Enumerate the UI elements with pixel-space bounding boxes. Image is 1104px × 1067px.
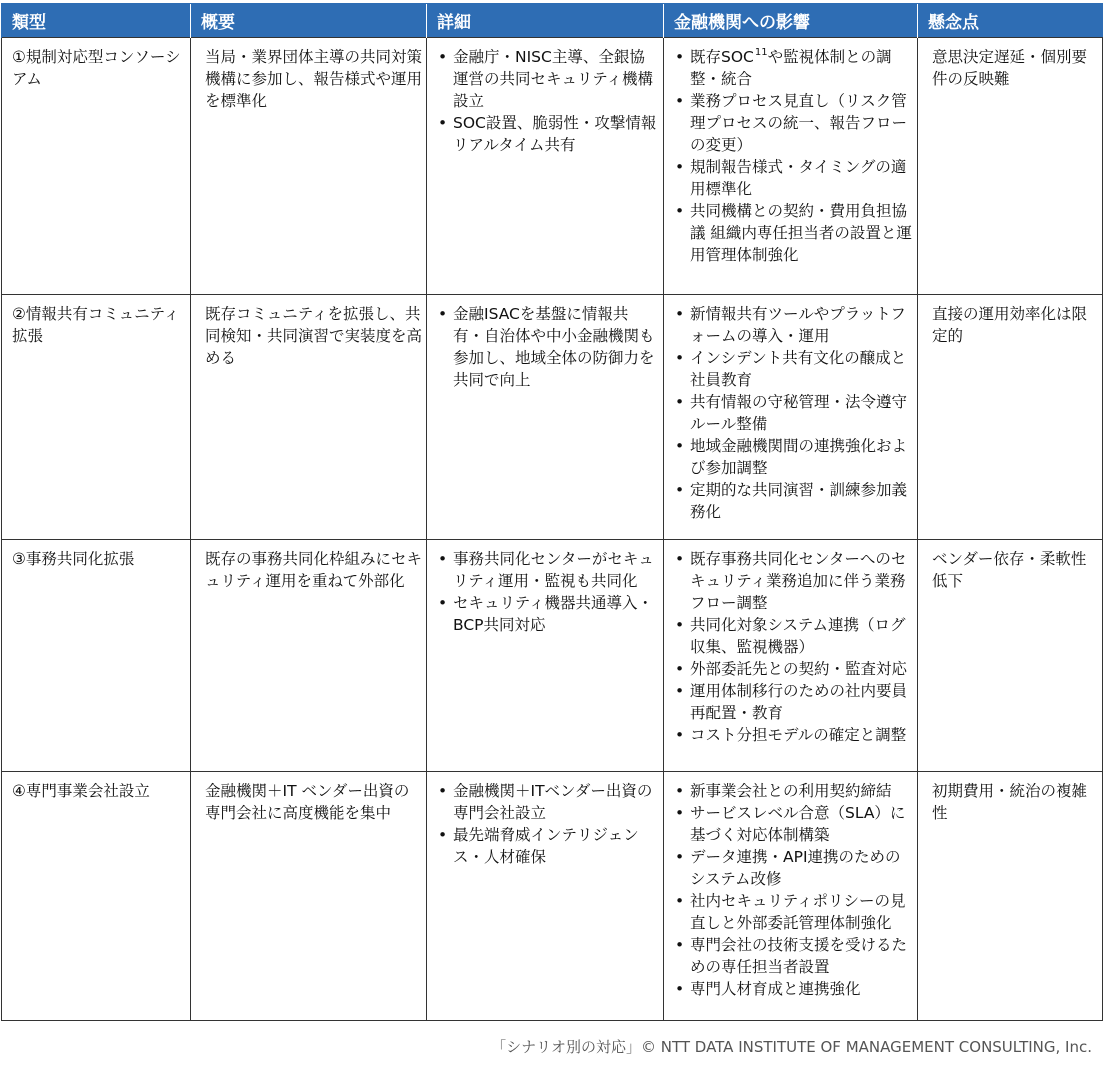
details-item: • 事務共同化センターがセキュリティ運用・監視も共同化 <box>437 548 659 592</box>
details-item: • 最先端脅威インテリジェンス・人材確保 <box>437 824 659 868</box>
cell-type <box>2 38 191 295</box>
details-item: • 金融庁・NISC主導、全銀協運営の共同セキュリティ機構設立 <box>437 46 659 112</box>
table-row <box>2 38 1103 295</box>
details-item: • 金融機関＋ITベンダー出資の専門会社設立 <box>437 780 659 824</box>
impact-item: • 専門人材育成と連携強化 <box>674 978 913 1000</box>
header-row <box>2 4 1103 38</box>
impact-item: • サービスレベル合意（SLA）に基づく対応体制構築 <box>674 802 913 846</box>
impact-item: • 共同化対象システム連携（ログ収集、監視機器） <box>674 614 913 658</box>
table-row <box>2 295 1103 540</box>
impact-item <box>674 46 913 90</box>
cell-type <box>2 540 191 772</box>
concerns-text: ベンダー依存・柔軟性低下 <box>932 550 1087 590</box>
cell-type <box>2 772 191 1021</box>
impact-item: • 地域金融機関間の連携強化および参加調整 <box>674 435 913 479</box>
details-item: • SOC設置、脆弱性・攻撃情報リアルタイム共有 <box>437 112 659 156</box>
type-text: ①規制対応型コンソーシアム <box>12 48 181 88</box>
impact-item: • 共有情報の守秘管理・法令遵守ルール整備 <box>674 391 913 435</box>
summary-text: 既存の事務共同化枠組みにセキュリティ運用を重ねて外部化 <box>205 550 423 590</box>
cell-concerns <box>918 772 1103 1021</box>
details-item: • セキュリティ機器共通導入・BCP共同対応 <box>437 592 659 636</box>
impact-list <box>674 780 913 1000</box>
impact-item: • 規制報告様式・タイミングの適用標準化 <box>674 156 913 200</box>
details-list <box>437 46 659 156</box>
impact-item: • 社内セキュリティポリシーの見直しと外部委託管理体制強化 <box>674 890 913 934</box>
details-item: • 金融ISACを基盤に情報共有・自治体や中小金融機関も参加し、地域全体の防御力を共同で向上 <box>437 303 659 391</box>
impact-item: • 既存事務共同化センターへのセキュリティ業務追加に伴う業務フロー調整 <box>674 548 913 614</box>
header-concerns: 懸念点 <box>918 4 1103 38</box>
details-list <box>437 548 659 636</box>
details-list <box>437 303 659 391</box>
concerns-text: 初期費用・統治の複雑性 <box>932 782 1088 822</box>
cell-details <box>427 772 664 1021</box>
impact-text: 既存SOC <box>690 48 754 66</box>
scenario-table <box>1 3 1103 1021</box>
summary-text: 当局・業界団体主導の共同対策機構に参加し、報告様式や運用を標準化 <box>205 48 423 110</box>
impact-item: • 専門会社の技術支援を受けるための専任担当者設置 <box>674 934 913 978</box>
impact-item: • 共同機構との契約・費用負担協議 組織内専任担当者の設置と運用管理体制強化 <box>674 200 913 266</box>
header-impact: 金融機関への影響 <box>664 4 918 38</box>
impact-item: • インシデント共有文化の醸成と社員教育 <box>674 347 913 391</box>
cell-details <box>427 38 664 295</box>
cell-type <box>2 295 191 540</box>
copyright-footer: 「シナリオ別の対応」© NTT DATA INSTITUTE OF MANAGEMENT CONSULTING, Inc. <box>491 1038 1092 1056</box>
header-details: 詳細 <box>427 4 664 38</box>
cell-impact <box>664 772 918 1021</box>
type-text: ③事務共同化拡張 <box>12 550 135 568</box>
impact-list <box>674 46 913 266</box>
impact-item: • 業務プロセス見直し（リスク管理プロセスの統一、報告フローの変更） <box>674 90 913 156</box>
cell-summary <box>191 38 427 295</box>
summary-text: 金融機関＋IT ベンダー出資の専門会社に高度機能を集中 <box>205 782 410 822</box>
table-row <box>2 540 1103 772</box>
cell-concerns <box>918 540 1103 772</box>
header-summary: 概要 <box>191 4 427 38</box>
impact-text-after: や監視体制との調整・統合 <box>690 48 892 88</box>
type-text: ④専門事業会社設立 <box>12 782 150 800</box>
header-type: 類型 <box>2 4 191 38</box>
impact-item: • 定期的な共同演習・訓練参加義務化 <box>674 479 913 523</box>
summary-text: 既存コミュニティを拡張し、共同検知・共同演習で実装度を高める <box>205 305 423 367</box>
impact-list <box>674 303 913 523</box>
impact-item: • コスト分担モデルの確定と調整 <box>674 724 913 746</box>
concerns-text: 意思決定遅延・個別要件の反映難 <box>932 48 1088 88</box>
concerns-text: 直接の運用効率化は限定的 <box>932 305 1088 345</box>
cell-impact <box>664 38 918 295</box>
cell-summary <box>191 772 427 1021</box>
details-list <box>437 780 659 868</box>
cell-concerns <box>918 38 1103 295</box>
footnote-ref: 11 <box>754 47 768 58</box>
cell-impact <box>664 295 918 540</box>
impact-item: • データ連携・API連携のためのシステム改修 <box>674 846 913 890</box>
cell-details <box>427 540 664 772</box>
impact-item: • 新事業会社との利用契約締結 <box>674 780 913 802</box>
cell-concerns <box>918 295 1103 540</box>
table-row <box>2 772 1103 1021</box>
cell-impact <box>664 540 918 772</box>
cell-summary <box>191 295 427 540</box>
type-text: ②情報共有コミュニティ拡張 <box>12 305 180 345</box>
impact-list <box>674 548 913 746</box>
impact-item: • 運用体制移行のための社内要員再配置・教育 <box>674 680 913 724</box>
cell-summary <box>191 540 427 772</box>
impact-item: • 新情報共有ツールやプラットフォームの導入・運用 <box>674 303 913 347</box>
impact-item: • 外部委託先との契約・監査対応 <box>674 658 913 680</box>
cell-details <box>427 295 664 540</box>
